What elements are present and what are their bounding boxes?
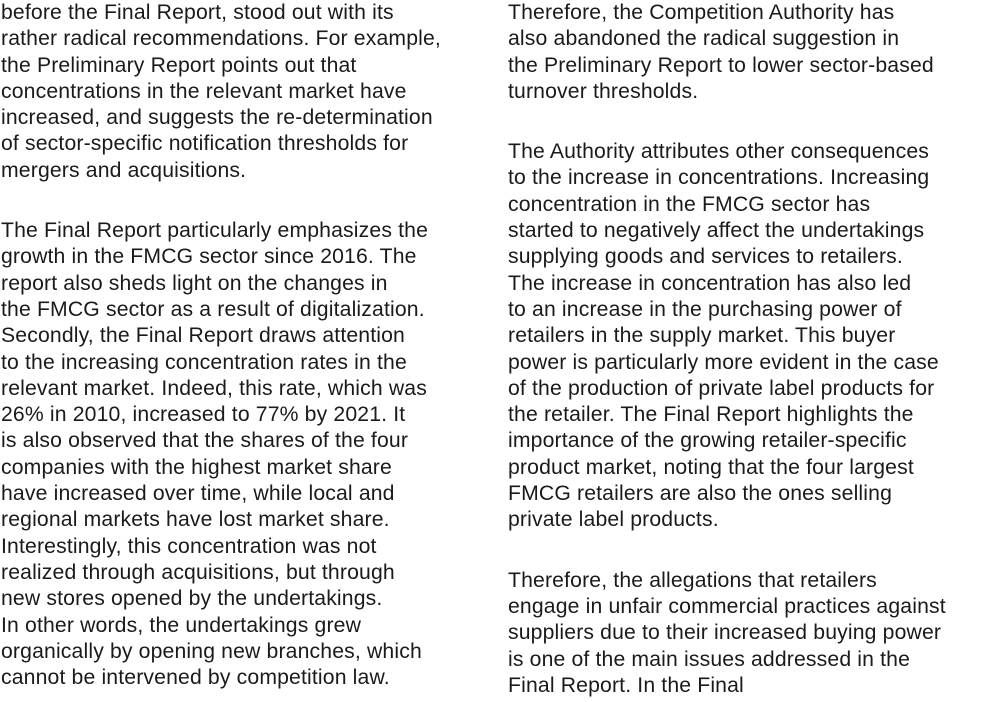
text-line: regional markets have lost market share. (1, 508, 390, 532)
text-line: Secondly, the Final Report draws attention (1, 324, 405, 348)
text-line: the FMCG sector as a result of digitalization. (1, 297, 425, 321)
text-line: to an increase in the purchasing power of (508, 297, 902, 321)
text-line: engage in unfair commercial practices against (508, 594, 946, 618)
paragraph (1, 218, 496, 691)
paragraph (508, 139, 986, 533)
text-line: retailers in the supply market. This buyer (508, 324, 896, 348)
right-column (508, 0, 986, 699)
text-line: concentrations in the relevant market have (1, 79, 407, 103)
text-line: In other words, the undertakings grew (1, 613, 362, 637)
text-line: Therefore, the Competition Authority has (508, 1, 895, 24)
text-line: rather radical recommendations. For example, (1, 27, 441, 51)
text-line: to the increasing concentration rates in the (1, 350, 407, 374)
text-line: also abandoned the radical suggestion in (508, 27, 900, 51)
text-line: private label products. (508, 508, 719, 532)
text-line: supplying goods and services to retailers. (508, 245, 903, 269)
text-line: of the production of private label products for (508, 376, 935, 400)
text-line: to the increase in concentrations. Increasing (508, 166, 930, 190)
text-line: the Preliminary Report to lower sector-based (508, 53, 934, 77)
paragraph (508, 568, 986, 699)
paragraph-gap (1, 184, 496, 218)
text-line: power is particularly more evident in the case (508, 350, 939, 374)
text-line: 26% in 2010, increased to 77% by 2021. It (1, 403, 406, 427)
text-line: the Preliminary Report points out that (1, 53, 357, 77)
text-line: new stores opened by the undertakings. (1, 587, 383, 611)
text-line: Final Report. In the Final (508, 673, 744, 697)
text-line: is one of the main issues addressed in the (508, 647, 911, 671)
text-line: Interestingly, this concentration was not (1, 534, 377, 558)
text-line: before the Final Report, stood out with its (1, 1, 394, 24)
text-line: report also sheds light on the changes in (1, 271, 388, 295)
text-line: turnover thresholds. (508, 79, 699, 103)
text-line: cannot be intervened by competition law. (1, 666, 390, 690)
text-line: have increased over time, while local and (1, 482, 395, 506)
paragraph (508, 0, 986, 105)
paragraph-gap (508, 105, 986, 139)
text-line: The Authority attributes other consequences (508, 140, 930, 164)
text-line: of sector-specific notification thresholds for (1, 132, 409, 156)
text-line: Therefore, the allegations that retailers (508, 568, 877, 592)
paragraph-gap (508, 534, 986, 568)
text-line: increased, and suggests the re-determination (1, 106, 433, 130)
text-line: The increase in concentration has also led (508, 271, 912, 295)
text-line: growth in the FMCG sector since 2016. The (1, 245, 417, 269)
text-line: concentration in the FMCG sector has (508, 192, 871, 216)
text-line: mergers and acquisitions. (1, 158, 247, 182)
text-line: organically by opening new branches, which (1, 639, 422, 663)
paragraph (1, 0, 496, 184)
text-line: product market, noting that the four largest (508, 455, 914, 479)
text-line: started to negatively affect the undertakings (508, 219, 925, 243)
text-line: importance of the growing retailer-specific (508, 429, 907, 453)
text-line: is also observed that the shares of the four (1, 429, 409, 453)
text-line: suppliers due to their increased buying power (508, 621, 942, 645)
text-line: realized through acquisitions, but through (1, 560, 395, 584)
text-line: relevant market. Indeed, this rate, which was (1, 376, 427, 400)
text-line: companies with the highest market share (1, 455, 392, 479)
text-line: The Final Report particularly emphasizes the (1, 219, 429, 243)
text-line: the retailer. The Final Report highlights the (508, 403, 914, 427)
left-column (1, 0, 496, 691)
text-line: FMCG retailers are also the ones selling (508, 482, 893, 506)
